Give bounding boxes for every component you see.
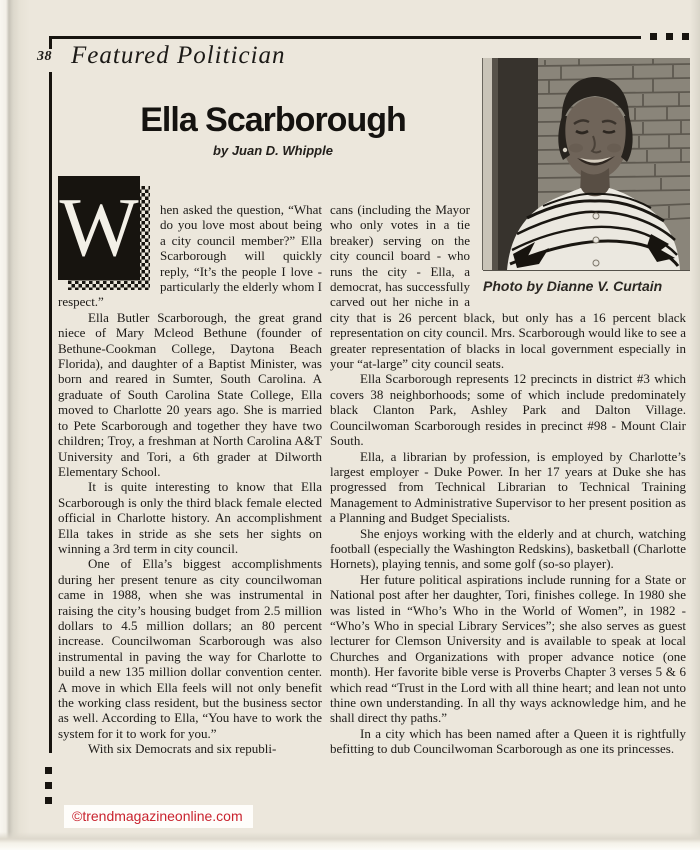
drop-cap-letter: W (58, 176, 140, 280)
corner-square-bottom-2 (45, 782, 52, 789)
watermark: ©trendmagazineonline.com (64, 805, 253, 828)
frame-line-left-lower (49, 72, 52, 753)
page-number: 38 (37, 49, 52, 64)
right-column (330, 202, 686, 757)
paragraph: One of Ella’s biggest accomplishments during her present tenure as city councilwoman came in 1988, when she was instrumental in raising the city’s housing budget from 2.5 million dollars to 4.5 million dollars; an 80 percent increase. Councilwoman Scarborough was also instrumental in paving the way for Charlotte to build a new 135 million dollar convention center. A move in which Ella feels will not only benefit the working class resident, but the business sector as well. According to Ella, “You have to work the system for it to work for you.” (58, 556, 322, 741)
page-edge-right (690, 0, 700, 850)
paragraph: In a city which has been named after a Queen it is rightfully befitting to dub Councilwoman Scarborough as one its princesses. (330, 725, 686, 757)
paragraph: Ella, a librarian by profession, is employed by Charlotte’s largest employer - Duke Power. In her 17 years at Duke she has progressed from Technical Librarian to Technical Training Management to Administrative Supervisor to her present position as a Planning and Budget Specialists. (330, 448, 686, 526)
paragraph: With six Democrats and six republi- (88, 741, 277, 757)
photo-spacer (470, 202, 686, 309)
drop-cap-box (58, 176, 150, 290)
photo-caption: Photo by Dianne V. Curtain (483, 278, 663, 294)
frame-line-top (49, 36, 641, 39)
page-edge-left (0, 0, 30, 850)
article-title: Ella Scarborough (140, 101, 406, 139)
corner-square-top-1 (650, 33, 657, 40)
corner-square-bottom-1 (45, 767, 52, 774)
corner-square-top-2 (666, 33, 673, 40)
section-title: Featured Politician (71, 42, 286, 69)
paragraph: Ella Butler Scarborough, the great grand niece of Mary Mcleod Bethune (founder of Bethune-Cookman College, Daytona Beach Florida), and daughter of a Baptist Minister, was born and reared in Sumter, South Carolina. A graduate of South Carolina State College, Ella moved to Charlotte 20 years ago. She is married to Pete Scarborough and together they have two children; Troy, a freshman at North Carolina A&T University and Tori, a 6th grader at Dilworth Elementary School. (58, 309, 322, 479)
article-title-block (58, 101, 488, 158)
frame-line-left-upper (49, 36, 52, 49)
left-column (58, 181, 322, 757)
article-body (58, 181, 686, 757)
paragraph: It is quite interesting to know that Ella Scarborough is only the third black female elected official in Charlotte history. An accomplishment Ella takes in stride as she sets her sights on winning a 3rd term in city council. (58, 479, 322, 556)
paragraph: cans (including the Mayor who only votes in a tie breaker) serving on the city council board - who runs the city - Ella, a democrat, has successfully carved out her niche in a city that is 26 percent black, but only has a 16 percent black representation on city council. Mrs. Scarborough would like to see a greater representation of blacks in local government especially in your “at-large” city council seats. (330, 202, 686, 372)
corner-square-top-3 (682, 33, 689, 40)
corner-square-bottom-3 (45, 797, 52, 804)
byline: by Juan D. Whipple (213, 143, 333, 158)
paragraph: Her future political aspirations include running for a State or National post after her daughter, Tori, finishes college. In 1980 she was listed in “Who’s Who in the World of Women”, in 1982 - “Who’s Who in special Library Services”; she also serves as guest lecturer for Clemson University and is available to speak at local Churches and Organizations with proper advance notice (one month). Her favorite bible verse is Proverbs Chapter 3 verses 5 & 6 which read “Trust in the Lord with all thine heart; and lean not unto thine own understanding. In all thy ways acknowledge him, and he shall direct thy paths.” (330, 571, 686, 726)
paragraph: She enjoys working with the elderly and at church, watching football (especially the Washington Redskins), basketball (Charlotte Hornets), playing tennis, and some golf (so-so player). (330, 525, 686, 572)
paragraph-text: hen asked the question, “What do you love most about being a city council member?” Ella Scarborough will quickly reply, “It’s the people I love - particularly the elderly whom I respect.” (58, 202, 322, 310)
page-edge-bottom (0, 832, 700, 850)
paragraph: Ella Scarborough represents 12 precincts in district #3 which covers 38 neighborhoods; some of which include predominately black Clanton Park, Ashley Park and Dalton Village. Councilwoman Scarborough resides in precinct #98 - Mount Clair South. (330, 371, 686, 449)
paragraph (58, 181, 322, 310)
